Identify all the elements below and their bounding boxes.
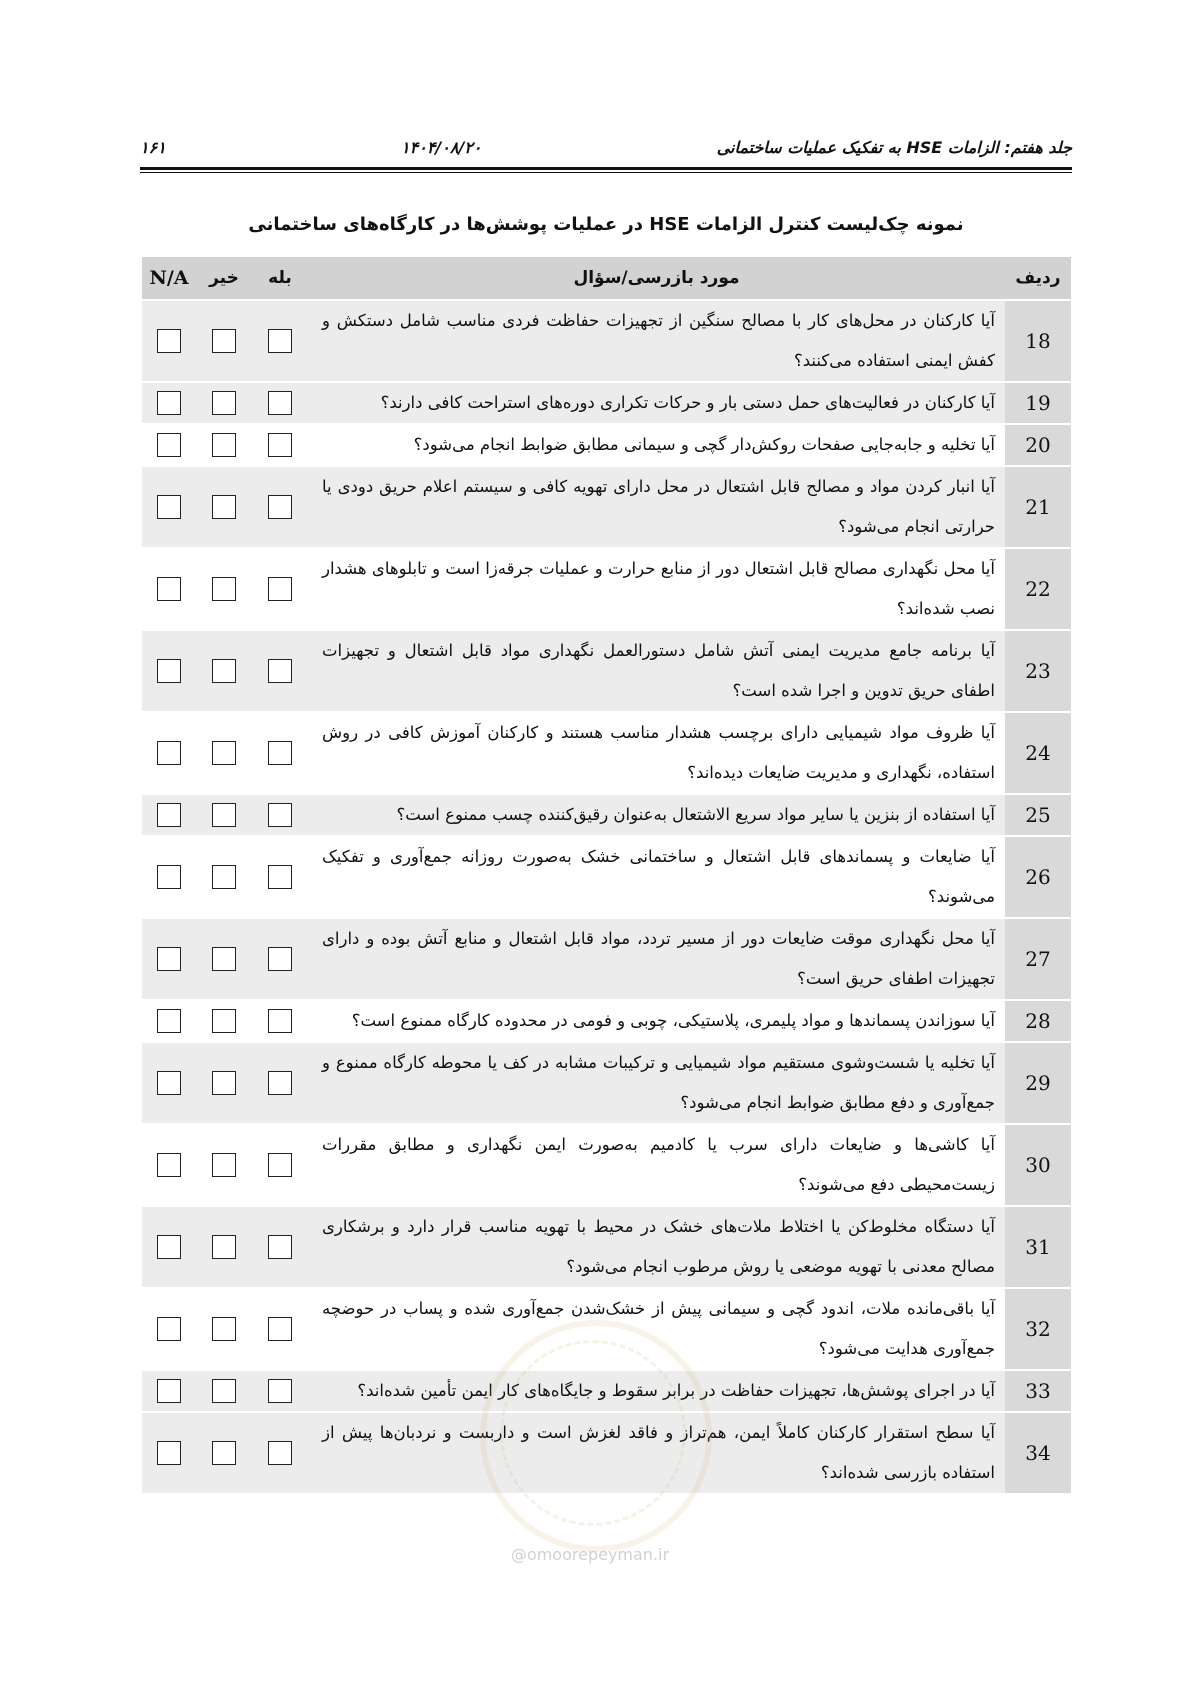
header-number: ردیف	[1005, 257, 1071, 300]
cell-no	[196, 794, 252, 836]
checkbox-yes[interactable]	[268, 741, 292, 765]
cell-no	[196, 300, 252, 382]
checkbox-no[interactable]	[212, 1441, 236, 1465]
table-row	[142, 548, 1071, 630]
row-question: آیا سوزاندن پسماندها و مواد پلیمری، پلاستیکی، چوبی و فومی در محدوده کارگاه ممنوع است؟	[308, 1000, 1005, 1042]
table-row	[142, 794, 1071, 836]
table-header-row	[142, 257, 1071, 300]
checkbox-na[interactable]	[157, 1441, 181, 1465]
table-row	[142, 466, 1071, 548]
checkbox-na[interactable]	[157, 1009, 181, 1033]
cell-no	[196, 1370, 252, 1412]
cell-na	[142, 1370, 196, 1412]
table-row	[142, 300, 1071, 382]
table-row	[142, 836, 1071, 918]
table-row	[142, 712, 1071, 794]
cell-na	[142, 382, 196, 424]
checkbox-na[interactable]	[157, 391, 181, 415]
cell-no	[196, 836, 252, 918]
row-question: آیا استفاده از بنزین یا سایر مواد سریع الاشتعال به‌عنوان رقیق‌کننده چسب ممنوع است؟	[308, 794, 1005, 836]
checkbox-na[interactable]	[157, 1153, 181, 1177]
row-question: آیا سطح استقرار کارکنان کاملاً ایمن، هم‌تراز و فاقد لغزش است و داربست و نردبان‌ها پیش از استفاده بازرسی شده‌اند؟	[308, 1412, 1005, 1494]
header-title: جلد هفتم: الزامات HSE به تفکیک عملیات ساختمانی	[716, 137, 1072, 157]
checkbox-yes[interactable]	[268, 577, 292, 601]
cell-no	[196, 1206, 252, 1288]
header-question: مورد بازرسی/سؤال	[308, 257, 1005, 300]
cell-yes	[252, 794, 308, 836]
checkbox-na[interactable]	[157, 741, 181, 765]
cell-yes	[252, 1042, 308, 1124]
row-question: آیا تخلیه یا شست‌وشوی مستقیم مواد شیمیایی و ترکیبات مشابه در کف یا محوطه کارگاه ممنوع و جمع‌آوری و دفع مطابق ضوابط انجام می‌شود؟	[308, 1042, 1005, 1124]
checkbox-no[interactable]	[212, 1379, 236, 1403]
checkbox-yes[interactable]	[268, 1317, 292, 1341]
cell-no	[196, 630, 252, 712]
row-question: آیا کارکنان در فعالیت‌های حمل دستی بار و حرکات تکراری دوره‌های استراحت کافی دارند؟	[308, 382, 1005, 424]
cell-yes	[252, 836, 308, 918]
checkbox-no[interactable]	[212, 803, 236, 827]
cell-na	[142, 794, 196, 836]
checkbox-yes[interactable]	[268, 1235, 292, 1259]
cell-na	[142, 300, 196, 382]
cell-no	[196, 918, 252, 1000]
checkbox-na[interactable]	[157, 329, 181, 353]
row-question: آیا ضایعات و پسماندهای قابل اشتعال و ساختمانی خشک به‌صورت روزانه جمع‌آوری و تفکیک می‌شوند؟	[308, 836, 1005, 918]
row-number: 19	[1005, 382, 1071, 424]
row-question: آیا برنامه جامع مدیریت ایمنی آتش شامل دستورالعمل نگهداری مواد قابل اشتعال و تجهیزات اطفای حریق تدوین و اجرا شده است؟	[308, 630, 1005, 712]
table-row	[142, 1124, 1071, 1206]
checkbox-na[interactable]	[157, 1317, 181, 1341]
checkbox-yes[interactable]	[268, 865, 292, 889]
cell-no	[196, 1042, 252, 1124]
checkbox-no[interactable]	[212, 577, 236, 601]
table-row	[142, 630, 1071, 712]
cell-yes	[252, 1370, 308, 1412]
row-question: آیا کارکنان در محل‌های کار با مصالح سنگین از تجهیزات حفاظت فردی مناسب شامل دستکش و کفش ایمنی استفاده می‌کنند؟	[308, 300, 1005, 382]
row-number: 34	[1005, 1412, 1071, 1494]
header-rule-thin	[140, 172, 1072, 173]
watermark-url: @omoorepeyman.ir	[510, 1545, 670, 1564]
checkbox-na[interactable]	[157, 495, 181, 519]
checkbox-yes[interactable]	[268, 391, 292, 415]
document-title: نمونه چک‌لیست کنترل الزامات HSE در عملیات پوشش‌ها در کارگاه‌های ساختمانی	[248, 214, 964, 235]
checkbox-yes[interactable]	[268, 433, 292, 457]
cell-no	[196, 466, 252, 548]
cell-na	[142, 1000, 196, 1042]
cell-yes	[252, 712, 308, 794]
row-number: 23	[1005, 630, 1071, 712]
row-question: آیا ظروف مواد شیمیایی دارای برچسب هشدار مناسب هستند و کارکنان آموزش کافی در روش استفاده، نگهداری و مدیریت ضایعات دیده‌اند؟	[308, 712, 1005, 794]
table-row	[142, 918, 1071, 1000]
checkbox-yes[interactable]	[268, 659, 292, 683]
table-row	[142, 1000, 1071, 1042]
row-number: 20	[1005, 424, 1071, 466]
row-number: 28	[1005, 1000, 1071, 1042]
cell-yes	[252, 300, 308, 382]
checklist-table	[142, 257, 1071, 1495]
table-row	[142, 1042, 1071, 1124]
page-header	[140, 124, 1072, 170]
table-row	[142, 1412, 1071, 1494]
checkbox-yes[interactable]	[268, 1153, 292, 1177]
cell-na	[142, 1124, 196, 1206]
table-body	[142, 300, 1071, 1494]
checkbox-na[interactable]	[157, 577, 181, 601]
cell-na	[142, 1206, 196, 1288]
table-row	[142, 1288, 1071, 1370]
row-question: آیا محل نگهداری مصالح قابل اشتعال دور از منابع حرارت و عملیات جرقه‌زا است و تابلوهای هشدار نصب شده‌اند؟	[308, 548, 1005, 630]
header-na: N/A	[142, 257, 196, 300]
cell-na	[142, 1412, 196, 1494]
checkbox-yes[interactable]	[268, 947, 292, 971]
page-number: ۱۶۱	[140, 137, 166, 157]
checkbox-yes[interactable]	[268, 329, 292, 353]
cell-na	[142, 1288, 196, 1370]
checkbox-na[interactable]	[157, 659, 181, 683]
cell-na	[142, 918, 196, 1000]
checkbox-no[interactable]	[212, 433, 236, 457]
header-rule-thick	[140, 167, 1072, 170]
cell-no	[196, 548, 252, 630]
cell-na	[142, 712, 196, 794]
checkbox-yes[interactable]	[268, 1441, 292, 1465]
row-question: آیا محل نگهداری موقت ضایعات دور از مسیر تردد، مواد قابل اشتعال و منابع آتش بوده و دارای تجهیزات اطفای حریق است؟	[308, 918, 1005, 1000]
cell-yes	[252, 630, 308, 712]
checkbox-no[interactable]	[212, 1235, 236, 1259]
checkbox-na[interactable]	[157, 803, 181, 827]
cell-yes	[252, 1124, 308, 1206]
checkbox-yes[interactable]	[268, 1009, 292, 1033]
row-question: آیا باقی‌مانده ملات، اندود گچی و سیمانی پیش از خشک‌شدن جمع‌آوری شده و پساب در حوضچه جمع‌آوری هدایت می‌شود؟	[308, 1288, 1005, 1370]
checkbox-no[interactable]	[212, 391, 236, 415]
checkbox-no[interactable]	[212, 741, 236, 765]
checkbox-na[interactable]	[157, 1071, 181, 1095]
row-question: آیا در اجرای پوشش‌ها، تجهیزات حفاظت در برابر سقوط و جایگاه‌های کار ایمن تأمین شده‌اند؟	[308, 1370, 1005, 1412]
cell-yes	[252, 466, 308, 548]
cell-yes	[252, 548, 308, 630]
cell-na	[142, 548, 196, 630]
table-row	[142, 1206, 1071, 1288]
checkbox-no[interactable]	[212, 1317, 236, 1341]
checkbox-no[interactable]	[212, 659, 236, 683]
cell-no	[196, 1000, 252, 1042]
cell-yes	[252, 1412, 308, 1494]
cell-na	[142, 1042, 196, 1124]
table-row	[142, 1370, 1071, 1412]
checkbox-no[interactable]	[212, 1153, 236, 1177]
checkbox-yes[interactable]	[268, 1071, 292, 1095]
row-question: آیا انبار کردن مواد و مصالح قابل اشتعال در محل دارای تهویه کافی و سیستم اعلام حریق دودی یا حرارتی انجام می‌شود؟	[308, 466, 1005, 548]
header-date: ۱۴۰۴/۰۸/۲۰	[401, 137, 482, 157]
cell-no	[196, 382, 252, 424]
cell-yes	[252, 1000, 308, 1042]
cell-yes	[252, 1288, 308, 1370]
cell-na	[142, 836, 196, 918]
checkbox-na[interactable]	[157, 1379, 181, 1403]
row-question: آیا دستگاه مخلوط‌کن یا اختلاط ملات‌های خشک در محیط با تهویه مناسب قرار دارد و برشکاری مصالح معدنی با تهویه موضعی یا روش مرطوب انجام می‌شود؟	[308, 1206, 1005, 1288]
cell-no	[196, 712, 252, 794]
cell-na	[142, 630, 196, 712]
row-question: آیا تخلیه و جابه‌جایی صفحات روکش‌دار گچی و سیمانی مطابق ضوابط انجام می‌شود؟	[308, 424, 1005, 466]
checkbox-no[interactable]	[212, 329, 236, 353]
header-no: خیر	[196, 257, 252, 300]
cell-no	[196, 1288, 252, 1370]
checkbox-na[interactable]	[157, 433, 181, 457]
row-number: 27	[1005, 918, 1071, 1000]
row-number: 29	[1005, 1042, 1071, 1124]
checkbox-na[interactable]	[157, 865, 181, 889]
row-question: آیا کاشی‌ها و ضایعات دارای سرب یا کادمیم به‌صورت ایمن نگهداری و مطابق مقررات زیست‌محیطی دفع می‌شوند؟	[308, 1124, 1005, 1206]
checkbox-na[interactable]	[157, 1235, 181, 1259]
header-yes: بله	[252, 257, 308, 300]
checkbox-na[interactable]	[157, 947, 181, 971]
row-number: 18	[1005, 300, 1071, 382]
checkbox-yes[interactable]	[268, 803, 292, 827]
row-number: 22	[1005, 548, 1071, 630]
cell-yes	[252, 1206, 308, 1288]
row-number: 24	[1005, 712, 1071, 794]
row-number: 25	[1005, 794, 1071, 836]
checkbox-yes[interactable]	[268, 1379, 292, 1403]
row-number: 32	[1005, 1288, 1071, 1370]
checkbox-no[interactable]	[212, 865, 236, 889]
cell-yes	[252, 424, 308, 466]
cell-na	[142, 466, 196, 548]
checkbox-no[interactable]	[212, 495, 236, 519]
cell-no	[196, 1412, 252, 1494]
cell-no	[196, 424, 252, 466]
checkbox-no[interactable]	[212, 1009, 236, 1033]
row-number: 31	[1005, 1206, 1071, 1288]
row-number: 30	[1005, 1124, 1071, 1206]
table-row	[142, 424, 1071, 466]
row-number: 33	[1005, 1370, 1071, 1412]
checkbox-no[interactable]	[212, 1071, 236, 1095]
checkbox-yes[interactable]	[268, 495, 292, 519]
row-number: 26	[1005, 836, 1071, 918]
cell-na	[142, 424, 196, 466]
cell-yes	[252, 918, 308, 1000]
cell-no	[196, 1124, 252, 1206]
cell-yes	[252, 382, 308, 424]
table-row	[142, 382, 1071, 424]
checkbox-no[interactable]	[212, 947, 236, 971]
row-number: 21	[1005, 466, 1071, 548]
